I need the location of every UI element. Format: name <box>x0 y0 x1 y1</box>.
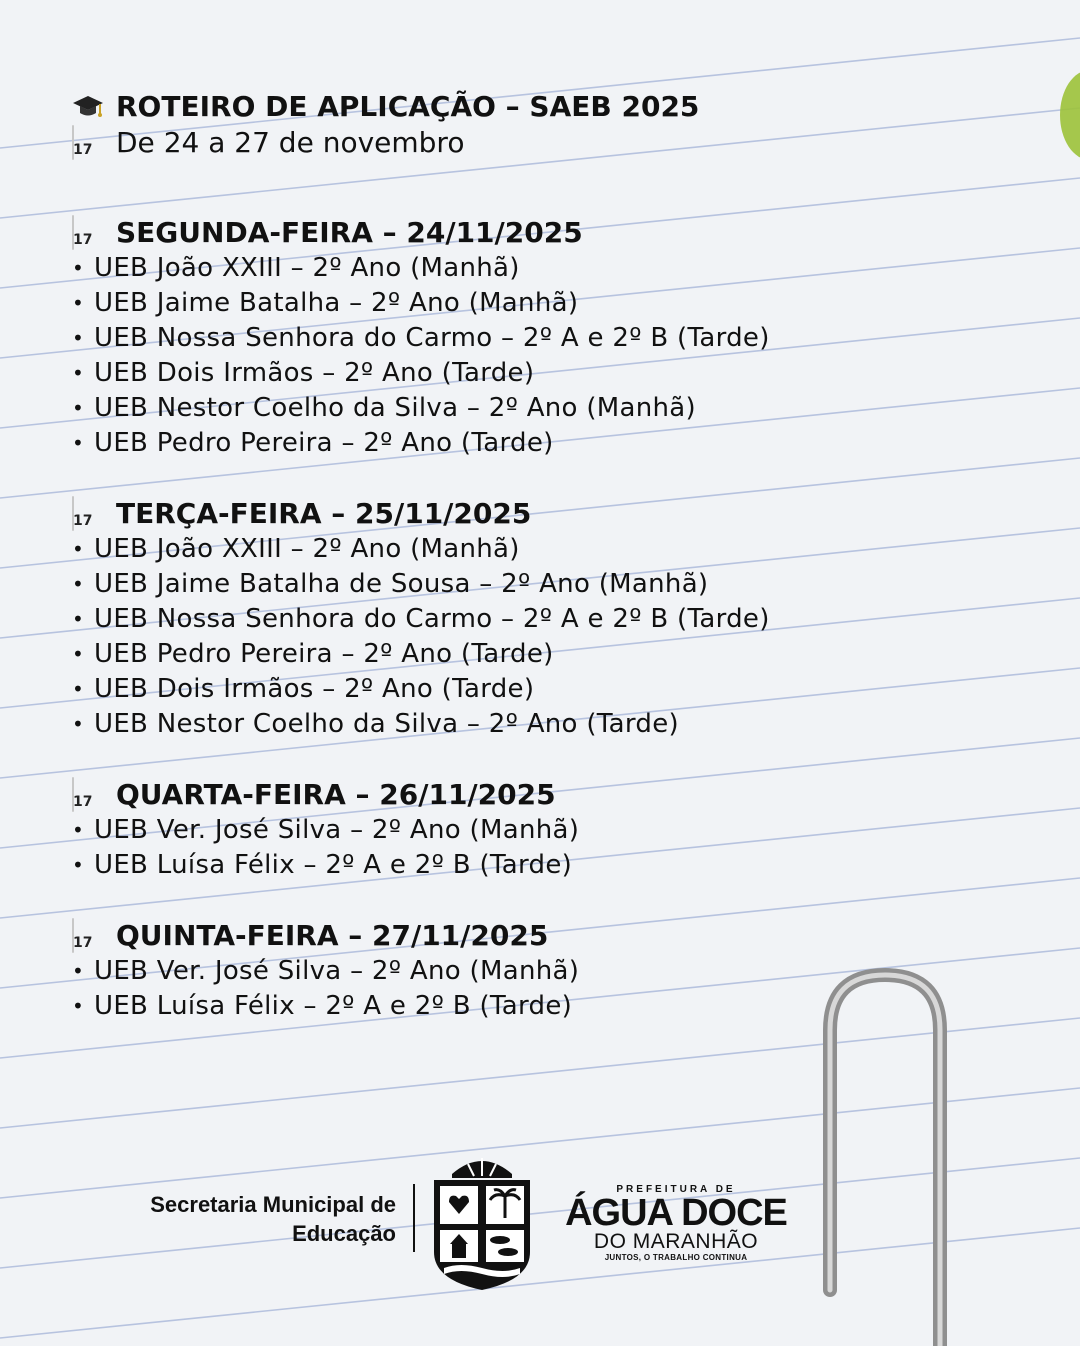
day-section-segunda <box>72 214 872 460</box>
footer-divider <box>413 1184 415 1252</box>
secretaria-label: Secretaria Municipal de Educação <box>150 1192 396 1246</box>
list-item: • UEB Luísa Félix – 2º A e 2º B (Tarde) <box>72 849 573 880</box>
date-range <box>72 124 872 160</box>
title-text: ROTEIRO DE APLICAÇÃO – SAEB 2025 <box>116 89 700 123</box>
graduation-cap-icon <box>72 90 104 122</box>
list-item: • UEB Ver. José Silva – 2º Ano (Manhã) <box>72 814 580 845</box>
list-item: • UEB João XXIII – 2º Ano (Manhã) <box>72 533 520 564</box>
footer <box>0 1148 1080 1298</box>
list-item: • UEB Luísa Félix – 2º A e 2º B (Tarde) <box>72 990 573 1021</box>
date-range-text: De 24 a 27 de novembro <box>116 125 465 159</box>
day-heading: QUINTA-FEIRA – 27/11/2025 <box>72 917 872 953</box>
day-heading: SEGUNDA-FEIRA – 24/11/2025 <box>72 214 872 250</box>
list-item: • UEB Ver. José Silva – 2º Ano (Manhã) <box>72 955 580 986</box>
list-item: • UEB Dois Irmãos – 2º Ano (Tarde) <box>72 673 535 704</box>
list-item: • UEB Nossa Senhora do Carmo – 2º A e 2º B (Tarde) <box>72 322 770 353</box>
day-section-terca <box>72 495 872 741</box>
day-heading: TERÇA-FEIRA – 25/11/2025 <box>72 495 872 531</box>
calendar-icon <box>72 497 104 529</box>
list-item: • UEB Pedro Pereira – 2º Ano (Tarde) <box>72 427 554 458</box>
list-item: • UEB Dois Irmãos – 2º Ano (Tarde) <box>72 357 535 388</box>
page-title <box>72 88 872 124</box>
prefeitura-logo: PREFEITURA DE ÁGUA DOCE DO MARANHÃO JUNTOS, O TRABALHO CONTINUA <box>565 1184 787 1262</box>
list-item: • UEB Nestor Coelho da Silva – 2º Ano (Manhã) <box>72 392 696 423</box>
list-item: • UEB João XXIII – 2º Ano (Manhã) <box>72 252 520 283</box>
day-section-quarta <box>72 776 872 882</box>
municipal-crest-icon <box>430 1152 534 1292</box>
calendar-icon <box>72 216 104 248</box>
list-item: • UEB Nestor Coelho da Silva – 2º Ano (Tarde) <box>72 708 679 739</box>
schedule-content <box>72 88 872 1023</box>
calendar-icon <box>72 126 104 158</box>
list-item: • UEB Nossa Senhora do Carmo – 2º A e 2º B (Tarde) <box>72 603 770 634</box>
day-section-quinta <box>72 917 872 1023</box>
list-item: • UEB Jaime Batalha de Sousa – 2º Ano (Manhã) <box>72 568 709 599</box>
list-item: • UEB Pedro Pereira – 2º Ano (Tarde) <box>72 638 554 669</box>
list-item: • UEB Jaime Batalha – 2º Ano (Manhã) <box>72 287 579 318</box>
day-heading: QUARTA-FEIRA – 26/11/2025 <box>72 776 872 812</box>
calendar-icon <box>72 778 104 810</box>
calendar-icon <box>72 919 104 951</box>
